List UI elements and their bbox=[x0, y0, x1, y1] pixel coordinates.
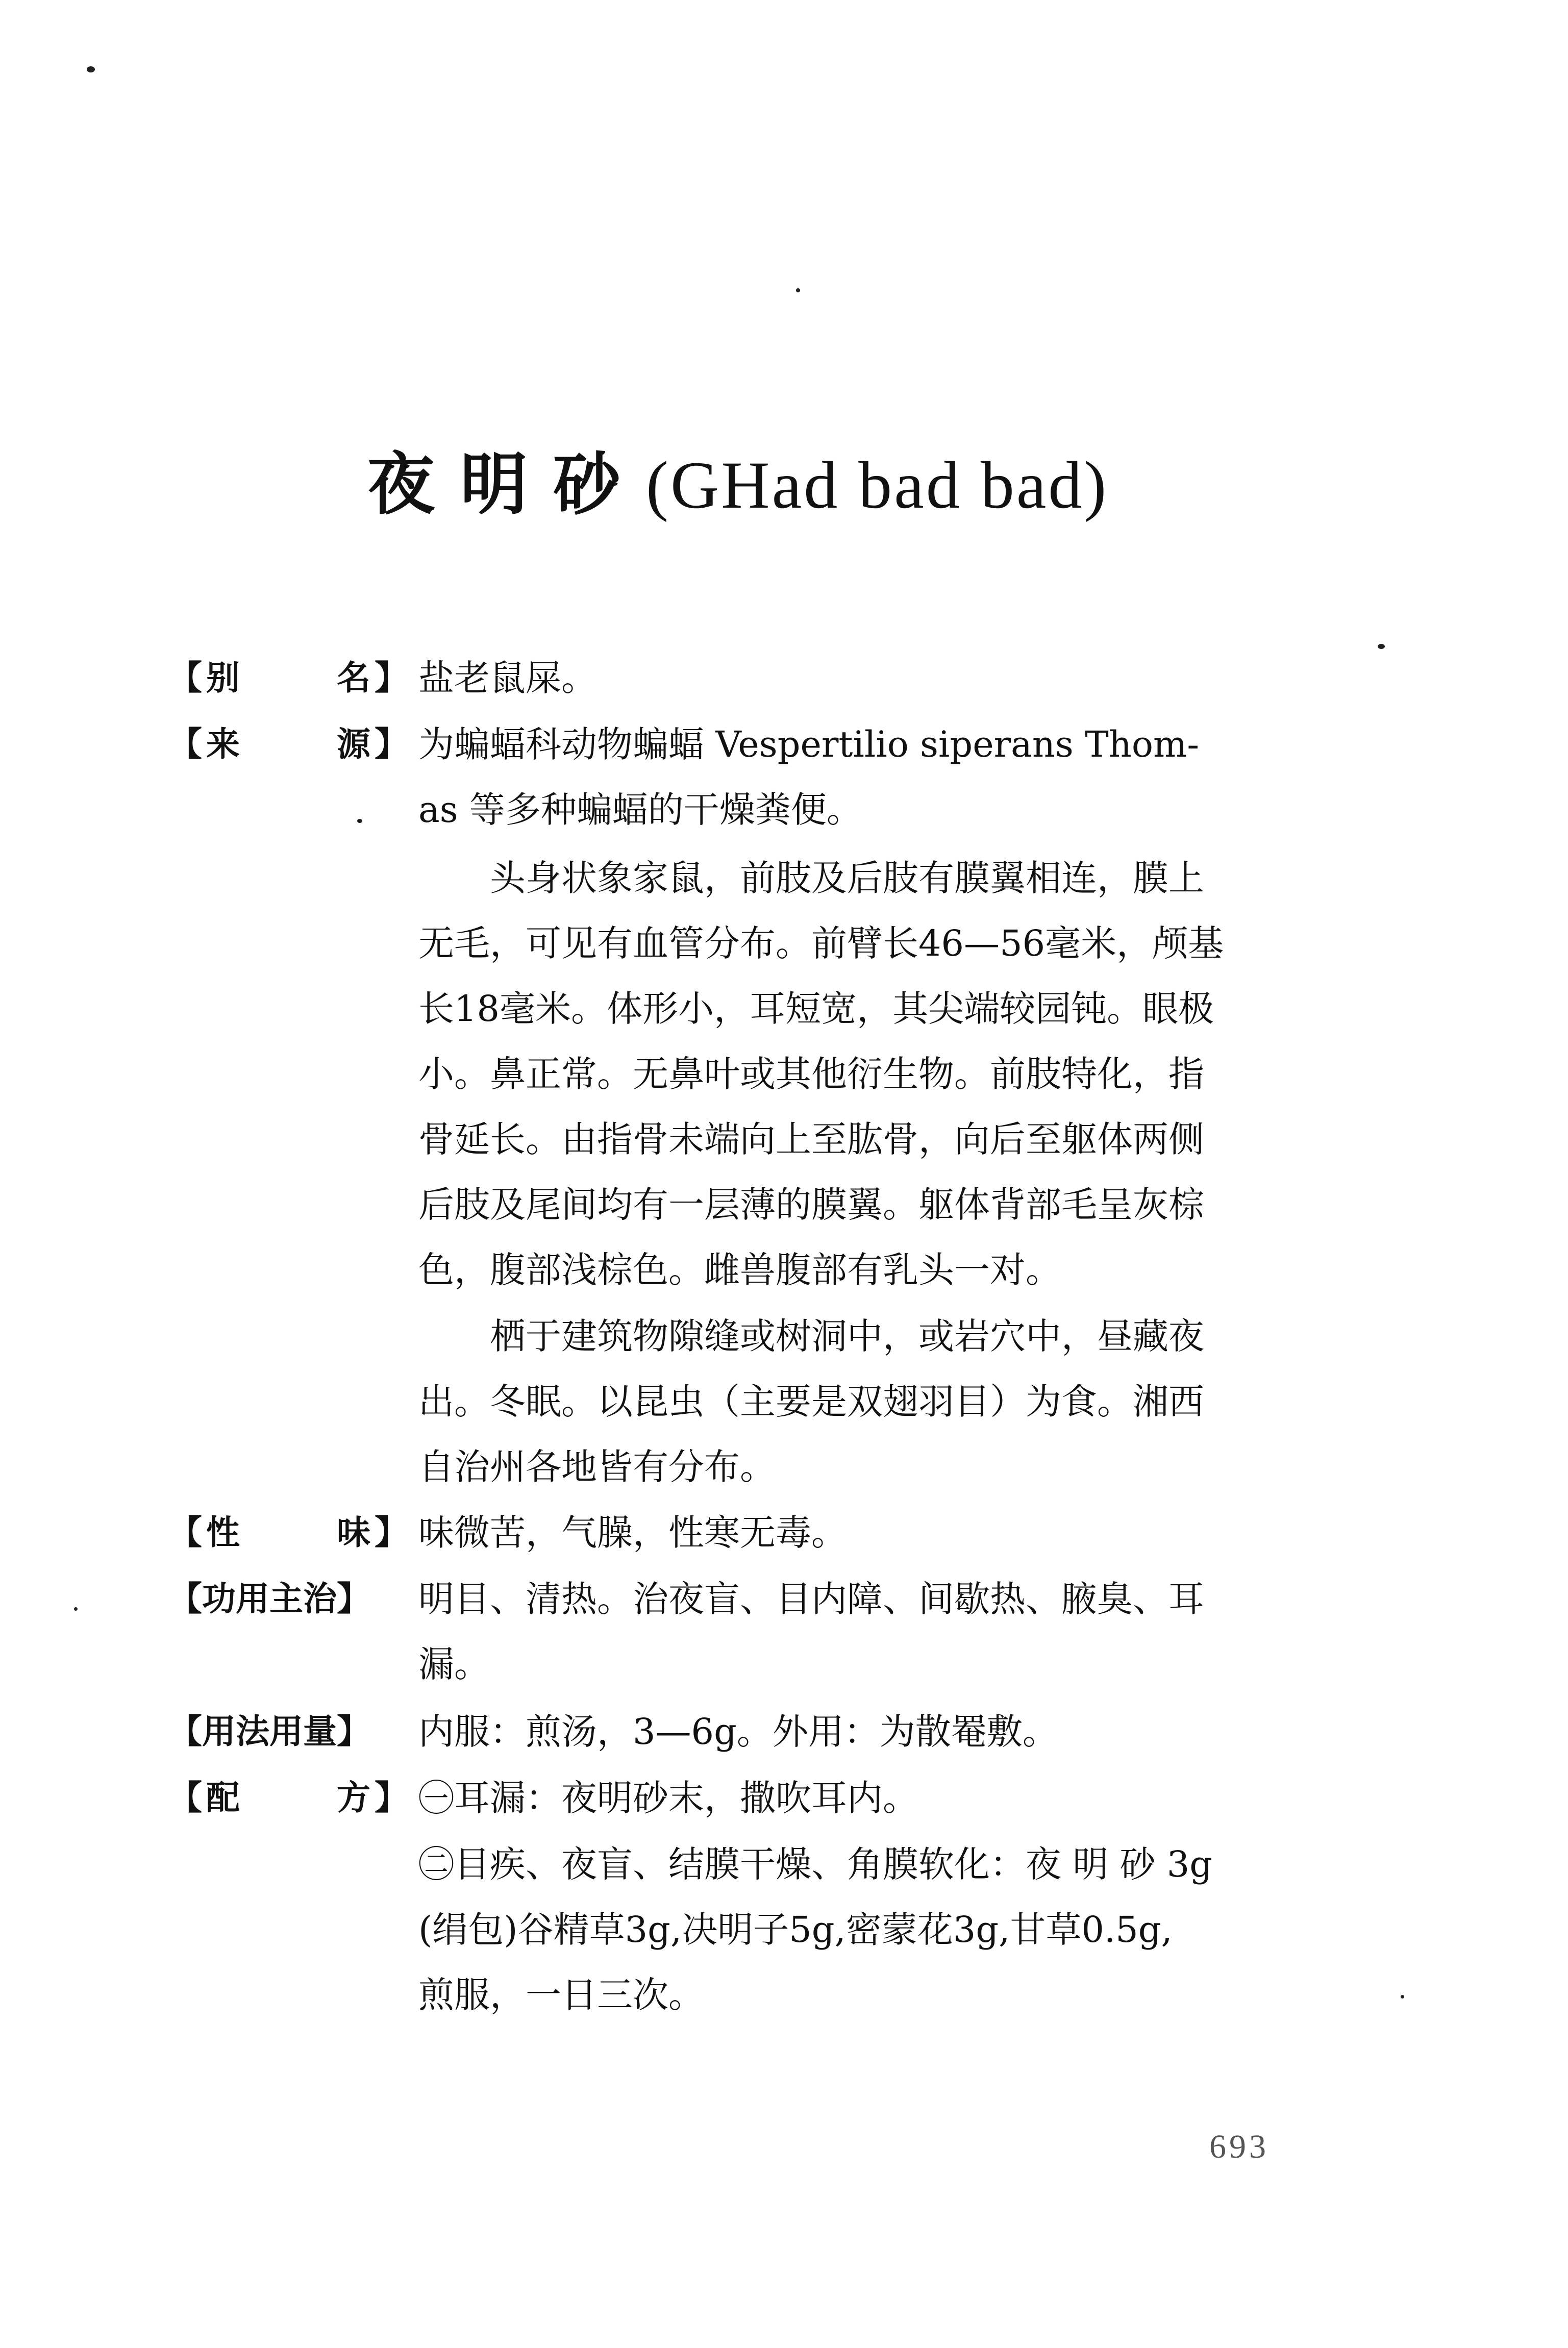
source-paragraph-line: 色，腹部浅棕色。雌兽腹部有乳头一对。 bbox=[418, 1249, 1061, 1291]
source-paragraph-line: 骨延长。由指骨未端向上至肱骨，向后至躯体两侧 bbox=[418, 1118, 1204, 1160]
title-transliteration: (GHad bad bad) bbox=[646, 447, 1109, 522]
title-chinese: 夜明砂 bbox=[367, 445, 646, 524]
source-paragraph-line: 后肢及尾间均有一层薄的膜翼。躯体背部毛呈灰棕 bbox=[418, 1184, 1204, 1226]
source-line: 为蝙蝠科动物蝙蝠 Vespertilio siperans Thom- bbox=[418, 723, 1200, 765]
entry-text: 明目、清热。治夜盲、目内障、间歇热、腋臭、耳 bbox=[418, 1578, 1204, 1620]
entry-label: 【 别 名 】 bbox=[168, 658, 408, 697]
formula-item: ㊀耳漏：夜明砂末，撒吹耳内。 bbox=[418, 1777, 918, 1819]
ink-speck bbox=[1401, 1995, 1404, 1999]
ink-speck bbox=[74, 1607, 78, 1611]
entry-text: 漏。 bbox=[418, 1643, 490, 1685]
entry-label: 【 性 味 】 bbox=[168, 1513, 408, 1552]
entry-label: 【 来 源 】 bbox=[168, 725, 408, 764]
formula-item: ㊁目疾、夜盲、结膜干燥、角膜软化：夜 明 砂 3g bbox=[418, 1843, 1213, 1885]
entry-label: 【功用主治】 bbox=[168, 1579, 370, 1618]
page-title bbox=[367, 439, 1235, 531]
ink-speck bbox=[357, 819, 362, 823]
source-paragraph-line: 长18毫米。体形小，耳短宽，其尖端较园钝。眼极 bbox=[418, 988, 1214, 1030]
ink-speck bbox=[1378, 644, 1385, 649]
source-paragraph-line: 自治州各地皆有分布。 bbox=[418, 1446, 776, 1488]
formula-item: (绢包)谷精草3g,决明子5g,密蒙花3g,甘草0.5g, bbox=[418, 1909, 1173, 1951]
formula-item: 煎服，一日三次。 bbox=[418, 1974, 704, 2016]
page-number: 693 bbox=[1209, 2128, 1269, 2165]
source-paragraph-line: 小。鼻正常。无鼻叶或其他衍生物。前肢特化，指 bbox=[418, 1053, 1204, 1095]
entry-label: 【 配 方 】 bbox=[168, 1778, 408, 1817]
source-paragraph-line: 栖于建筑物隙缝或树洞中，或岩穴中，昼藏夜 bbox=[490, 1315, 1204, 1357]
entry-text: 味微苦，气臊，性寒无毒。 bbox=[418, 1512, 847, 1554]
entry-text: 盐老鼠屎。 bbox=[418, 657, 597, 699]
source-line: as 等多种蝙蝠的干燥粪便。 bbox=[418, 789, 862, 831]
entry-text: 内服：煎汤，3—6g。外用：为散罨敷。 bbox=[418, 1711, 1058, 1753]
entry-label: 【用法用量】 bbox=[168, 1712, 370, 1751]
source-paragraph-line: 无毛，可见有血管分布。前臂长46—56毫米，颅基 bbox=[418, 922, 1224, 964]
ink-speck bbox=[796, 288, 800, 292]
source-paragraph-line: 出。冬眠。以昆虫（主要是双翅羽目）为食。湘西 bbox=[418, 1381, 1204, 1422]
source-paragraph-line: 头身状象家鼠，前肢及后肢有膜翼相连，膜上 bbox=[490, 857, 1204, 899]
ink-speck bbox=[87, 66, 95, 72]
